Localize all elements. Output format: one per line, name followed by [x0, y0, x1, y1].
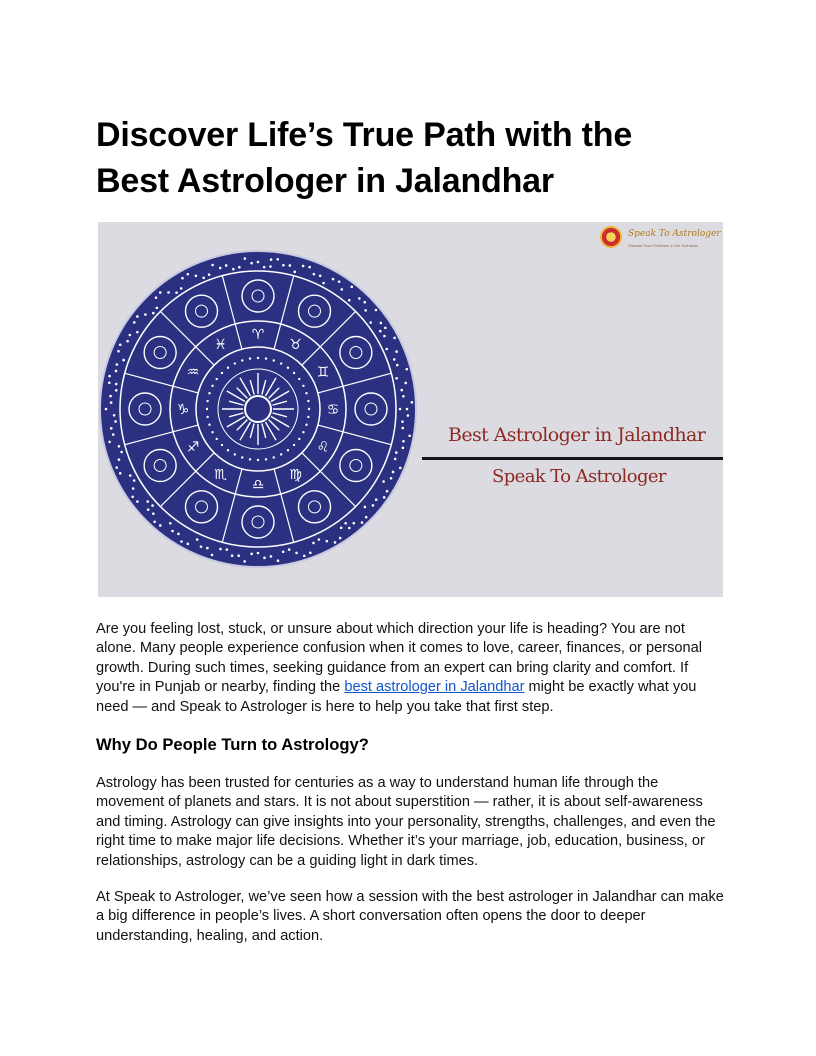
- svg-text:♊: ♊: [316, 364, 330, 381]
- intro-text-before: Are you feeling lost, stuck, or unsure about which direction your life is heading? You are not alone. Many people experience confusion when it comes to love, career, finances, or personal growth. During such times, seeking guidance from an expert can bring clarity and comfort. If you're in Punjab or nearby, finding the: [96, 621, 702, 696]
- svg-text:♌: ♌: [316, 439, 330, 456]
- banner-divider: [422, 457, 723, 460]
- best-astrologer-link[interactable]: best astrologer in Jalandhar: [344, 679, 525, 696]
- svg-text:♐: ♐: [186, 439, 200, 456]
- svg-text:♒: ♒: [186, 364, 200, 381]
- speak-to-astrologer-logo: [600, 226, 723, 252]
- svg-text:♎: ♎: [251, 477, 265, 493]
- banner-image: [98, 222, 723, 597]
- banner-subheading: Speak To Astrologer: [492, 466, 666, 487]
- logo-mark-icon: [600, 226, 622, 248]
- intro-text-after: might be exactly what you need — and Speak to Astrologer is here to help you take that first step.: [96, 679, 697, 715]
- speak-to-astrologer-paragraph: At Speak to Astrologer, we’ve seen how a session with the best astrologer in Jalandhar can make a big difference in people’s lives. A short conversation often opens the door to deeper understanding, healing, and action.: [96, 889, 724, 944]
- svg-text:♈: ♈: [251, 327, 265, 343]
- section-heading: Why Do People Turn to Astrology?: [96, 735, 369, 754]
- intro-paragraph: [96, 620, 726, 717]
- logo-tagline: Discuss Your Problems & Get Solutions: [628, 243, 699, 248]
- title-line-2: Best Astrologer in Jalandhar: [96, 162, 554, 200]
- svg-text:♓: ♓: [214, 337, 227, 354]
- svg-text:♋: ♋: [326, 402, 340, 418]
- title-line-1: Discover Life’s True Path with the: [96, 116, 633, 154]
- astrology-paragraph: Astrology has been trusted for centuries as a way to understand human life through the movement of planets and stars. It is not about superstition — rather, it is about self-awareness and timing. Astrology can give insights into your personality, strengths, challenges, and even the right time to make major life decisions. Whether it’s your marriage, job, education, business, or relationships, astrology can be a guiding light in dark times.: [96, 775, 716, 869]
- page-title: [96, 112, 726, 204]
- svg-text:♏: ♏: [214, 466, 227, 483]
- svg-text:♍: ♍: [289, 466, 302, 483]
- logo-text: Speak To Astrologer: [628, 229, 721, 239]
- banner-heading: Best Astrologer in Jalandhar: [448, 424, 706, 446]
- svg-text:♑: ♑: [176, 402, 190, 418]
- svg-text:♉: ♉: [289, 337, 302, 354]
- zodiac-wheel-illustration: [98, 222, 418, 597]
